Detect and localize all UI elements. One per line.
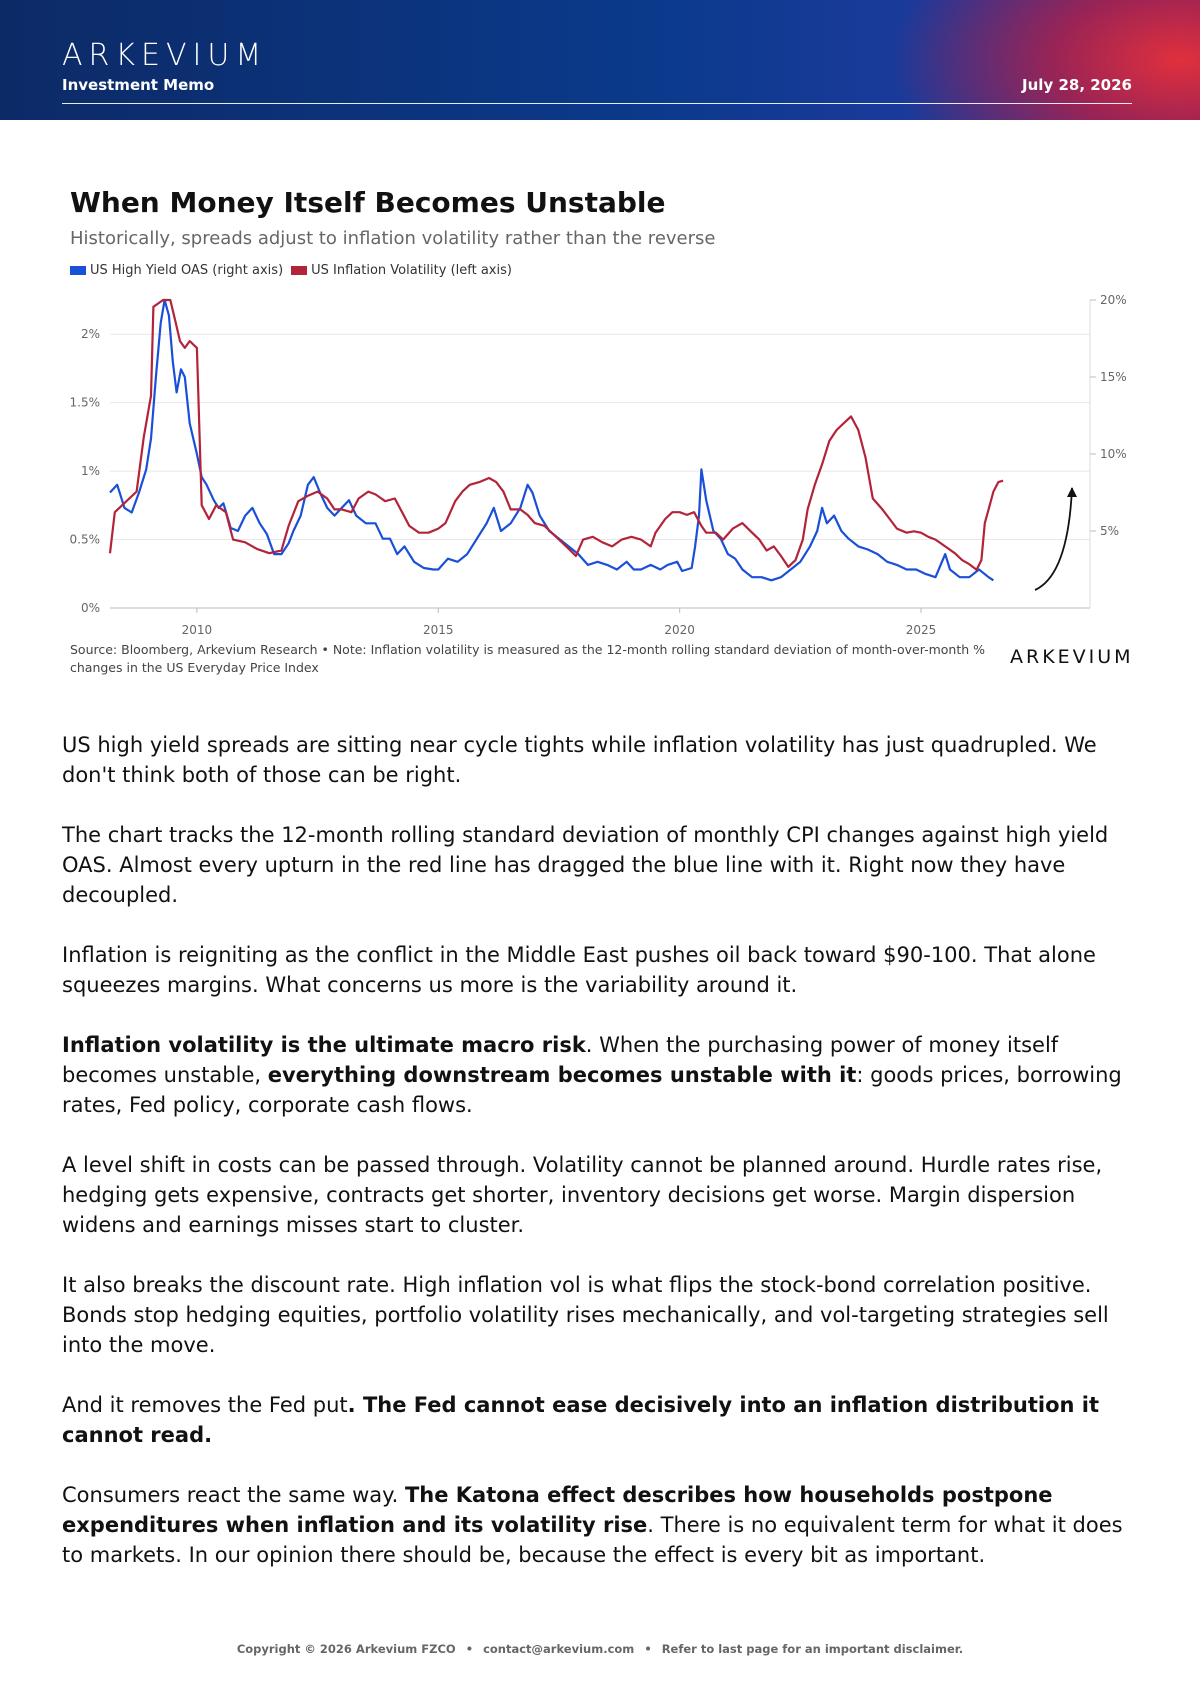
paragraph-4-text-2: : goods prices, borrowing rates, Fed policy, corporate cash flows.	[62, 1063, 1122, 1117]
left-axis-tick-label: 1.5%	[69, 395, 100, 410]
paragraph-3: Inflation is reigniting as the conflict in the Middle East pushes oil back toward $90-100. That alone squeezes margins. What concerns us more is the variability around it.	[62, 943, 1096, 997]
x-axis-tick-label: 2025	[905, 623, 937, 637]
emphasis-downstream: everything downstream becomes unstable with it	[267, 1063, 857, 1087]
right-axis-tick-label: 15%	[1100, 370, 1127, 384]
paragraph-8-text-2: . There is no equivalent term for what it does to markets. In our opinion there should be, because the effect is every bit as important.	[62, 1513, 1123, 1567]
paragraph-8	[62, 1480, 1142, 1570]
memo-label: Investment Memo	[62, 76, 215, 94]
chart-title: When Money Itself Becomes Unstable	[70, 186, 666, 219]
chart-series	[110, 300, 1003, 580]
annotation-arrow-head	[1067, 487, 1077, 497]
paragraph-7-text-1: And it removes the Fed put	[62, 1393, 348, 1417]
chart-plot	[0, 0, 1200, 640]
annotation-arrow	[1035, 488, 1072, 590]
right-axis-tick-label: 20%	[1100, 293, 1127, 307]
footer-disclaimer: Refer to last page for an important disclaimer.	[661, 1642, 964, 1656]
paragraph-6: It also breaks the discount rate. High inflation vol is what flips the stock-bond correlation positive. Bonds stop hedging equities, portfolio volatility rises mechanically, and vol-targeting strategies sell into the move.	[62, 1273, 1109, 1357]
page-footer	[0, 1642, 1200, 1656]
paragraph-5: A level shift in costs can be passed through. Volatility cannot be planned around. Hurdle rates rise, hedging gets expensive, contracts get shorter, inventory decisions get worse. Margin dispersion widens and earnings misses start to cluster.	[62, 1153, 1103, 1237]
chart-grid	[110, 334, 1090, 539]
paragraph-1: US high yield spreads are sitting near cycle tights while inflation volatility has just quadrupled. We don't think both of those can be right.	[62, 733, 1097, 787]
emphasis-fed: . The Fed cannot ease decisively into an inflation distribution it cannot read.	[62, 1393, 1100, 1447]
emphasis-macro-risk: Inflation volatility is the ultimate macro risk	[62, 1033, 586, 1057]
chart-source-note: Source: Bloomberg, Arkevium Research • Note: Inflation volatility is measured as the 12-month rolling standard deviation of month-over-month % changes in the US Everyday Price Index	[70, 642, 986, 675]
legend-label-oas: US High Yield OAS (right axis)	[90, 263, 284, 278]
left-axis-tick-label: 0%	[80, 601, 100, 615]
paragraph-2: The chart tracks the 12-month rolling standard deviation of monthly CPI changes against high yield OAS. Almost every upturn in the red line has dragged the blue line with it. Right now they have decoupled.	[62, 823, 1109, 907]
footer-contact-link[interactable]: contact@arkevium.com	[483, 1642, 635, 1656]
footer-copyright: Copyright © 2026 Arkevium FZCO	[236, 1642, 456, 1656]
paragraph-7	[62, 1390, 1142, 1450]
emphasis-katona: The Katona effect describes how households postpone expenditures when inflation and its volatility rise	[62, 1483, 1053, 1537]
footer-separator: •	[465, 1642, 474, 1656]
right-axis-tick-label: 10%	[1100, 447, 1127, 461]
paragraph-4	[62, 1030, 1142, 1120]
brand-logo: ARKEVIUM	[62, 38, 268, 73]
left-axis-tick-label: 1%	[80, 464, 100, 479]
chart-subtitle: Historically, spreads adjust to inflation volatility rather than the reverse	[70, 228, 716, 249]
chart-axes	[70, 293, 1127, 637]
footer-separator: •	[644, 1642, 652, 1656]
left-axis-tick-label: 0.5%	[69, 532, 100, 547]
x-axis-tick-label: 2010	[181, 623, 213, 637]
series-line-inflation-vol	[110, 300, 1003, 570]
legend-label-inflation-vol: US Inflation Volatility (left axis)	[311, 263, 512, 278]
chart-brand-logo: ARKEVIUM	[1010, 646, 1134, 668]
memo-date: July 28, 2026	[1022, 76, 1132, 94]
memo-body	[62, 730, 1142, 1600]
left-axis-tick-label: 2%	[80, 327, 100, 342]
right-axis-tick-label: 5%	[1100, 524, 1120, 538]
x-axis-tick-label: 2015	[423, 623, 454, 637]
paragraph-4-text-1: . When the purchasing power of money itself becomes unstable,	[62, 1033, 1059, 1087]
chart-annotations	[1035, 487, 1077, 590]
x-axis-tick-label: 2020	[664, 623, 695, 637]
paragraph-8-text-1: Consumers react the same way.	[62, 1483, 405, 1507]
